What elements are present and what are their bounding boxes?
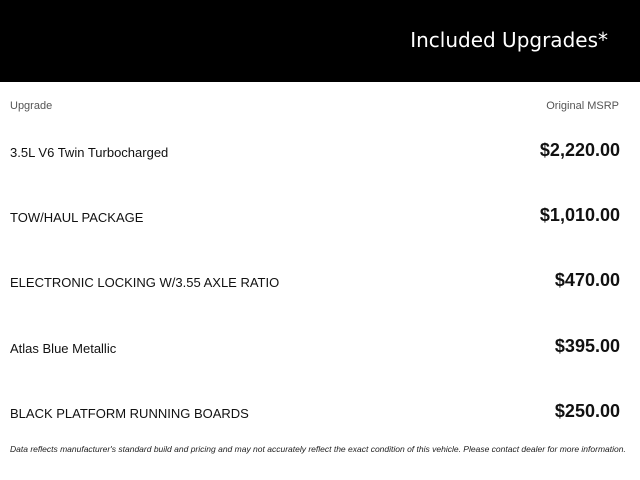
header-bar: [0, 0, 640, 82]
upgrade-name: ELECTRONIC LOCKING W/3.55 AXLE RATIO: [10, 275, 280, 290]
upgrade-name: Atlas Blue Metallic: [10, 341, 117, 356]
upgrade-name: 3.5L V6 Twin Turbocharged: [10, 145, 169, 160]
page-title: Included Upgrades*: [410, 28, 608, 52]
table-row: [0, 137, 640, 167]
upgrade-price: $470.00: [554, 270, 620, 290]
table-row: [0, 398, 640, 428]
disclaimer-text: Data reflects manufacturer's standard build and pricing and may not accurately reflect the exact condition of this vehicle. Please contact dealer for more information.: [10, 444, 626, 454]
upgrade-price: $1,010.00: [539, 205, 620, 225]
table-row: [0, 202, 640, 232]
upgrade-price: $2,220.00: [539, 140, 620, 160]
column-header-msrp: Original MSRP: [546, 100, 619, 112]
upgrade-price: $250.00: [554, 401, 620, 421]
table-row: [0, 333, 640, 363]
column-header-upgrade: Upgrade: [10, 100, 53, 112]
table-row: [0, 267, 640, 297]
upgrade-name: BLACK PLATFORM RUNNING BOARDS: [10, 406, 249, 421]
upgrade-price: $395.00: [554, 336, 620, 356]
upgrade-name: TOW/HAUL PACKAGE: [10, 210, 144, 225]
